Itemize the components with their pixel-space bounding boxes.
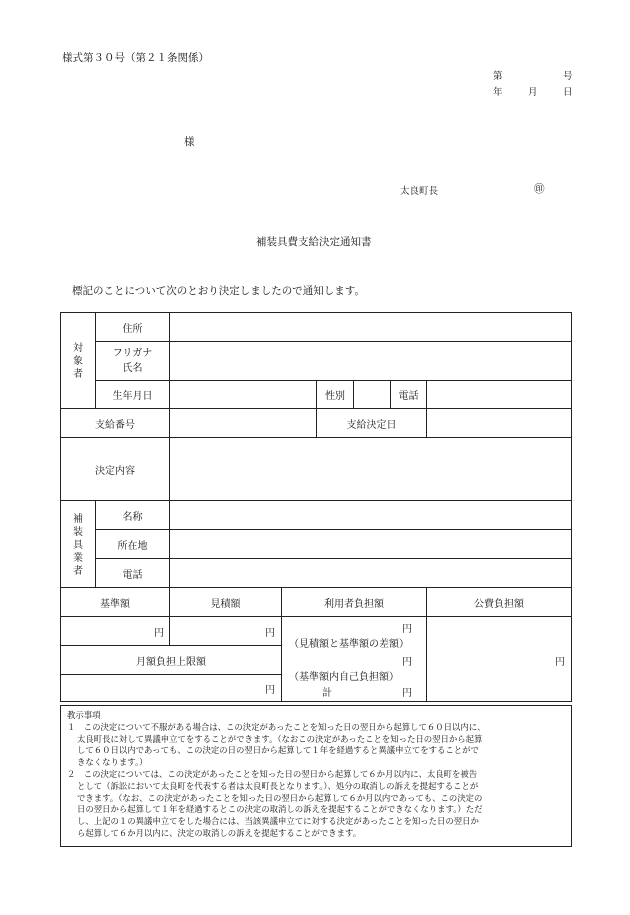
target-person-label: 対 象 者 [73,343,83,380]
public-burden-yen: 円 [555,657,565,668]
addressee-sama: 様 [184,136,195,148]
notes-line: できます。（なお、この決定があったことを知った日の翌日から起算して６か月以内であっても、この決定の [77,792,483,803]
notes-line: ２ この決定については、この決定があったことを知った日の翌日から起算して６か月以内に、太良町を被告 [67,768,478,779]
vendor-phone-label: 電話 [122,569,143,581]
payment-number-label: 支給番号 [95,419,135,431]
number-dai: 第 [493,71,503,82]
intro-text: 標記のことについて次のとおり決定しましたので通知します。 [72,285,365,297]
estimate-diff-label: （見積額と基準額の差額） [289,639,409,650]
monthly-cap-yen: 円 [265,684,275,696]
payment-decision-date-label: 支給決定日 [346,419,397,431]
address-label: 住所 [122,323,143,335]
user-burden-yen-2: 円 [402,657,412,668]
phone-label: 電話 [398,391,419,402]
date-day: 日 [563,87,573,98]
notes-box [60,705,572,847]
birthdate-label: 生年月日 [112,391,153,402]
notes-line: し、上記の１の異議申立てをした場合には、当該異議申立てに対する決定があったことを知った日の翌日か [77,816,479,827]
user-burden-header: 利用者負担額 [324,598,384,610]
table-line [353,380,354,408]
sex-label: 性別 [325,391,345,402]
estimate-amount-header: 見積額 [210,598,241,610]
form-label: 様式第３０号（第２１条関係） [62,52,209,64]
notes-line: して６０日以内であっても、この決定の日の翌日から起算して１年を経過すると異議申立てをすることがで [77,745,479,756]
vendor-location-label: 所在地 [117,540,148,552]
notes-line: として（訴訟において太良町を代表する者は太良町長となります。）、処分の取消しの訴えを提起することが [77,780,479,791]
monthly-cap-label: 月額負担上限額 [136,656,206,668]
user-burden-yen-1: 円 [402,624,412,635]
seal-mark: ㊞ [534,183,545,195]
furigana-label: フリガナ [112,348,153,359]
estimate-amount-yen: 円 [265,627,275,639]
notes-line: きなくなります。） [77,757,148,768]
self-burden-label: （基準額内自己負担額） [289,672,399,683]
user-burden-yen-total: 円 [402,688,412,699]
total-label: 計 [322,688,332,699]
name-label: 氏名 [122,363,143,374]
table-line [169,312,170,587]
name-label-group [96,342,169,380]
public-burden-header: 公費負担額 [474,598,524,610]
base-amount-header: 基準額 [100,598,130,610]
base-amount-yen: 円 [154,627,164,639]
number-go: 号 [563,71,573,82]
notes-line: １ この決定について不服がある場合は、この決定があったことを知った日の翌日から起算して６０日以内に、 [67,721,486,732]
table-line [60,701,572,702]
date-year: 年 [493,87,503,98]
table-line [571,312,572,702]
vendor-name-label: 名称 [122,511,143,523]
notes-line: 日の翌日から起算して１年を経過するとこの決定の取消しの訴えを提起することができなくなります。）ただ [77,804,483,815]
notes-heading: 教示事項 [67,710,101,720]
notes-line: 太良町長に対して異議申立てをすることができます。（なおこの決定があったことを知った日の翌日から起算 [77,733,483,744]
mayor-name: 太良町長 [400,186,439,197]
table-line [426,380,427,437]
date-month: 月 [528,87,538,98]
decision-content-label: 決定内容 [95,465,135,477]
vendor-label: 補 装 具 業 者 [73,514,83,577]
notes-line: ら起算して６か月以内に、決定の取消しの訴えを提起することができます。 [77,827,362,838]
document-title: 補装具費支給決定通知書 [256,236,372,248]
